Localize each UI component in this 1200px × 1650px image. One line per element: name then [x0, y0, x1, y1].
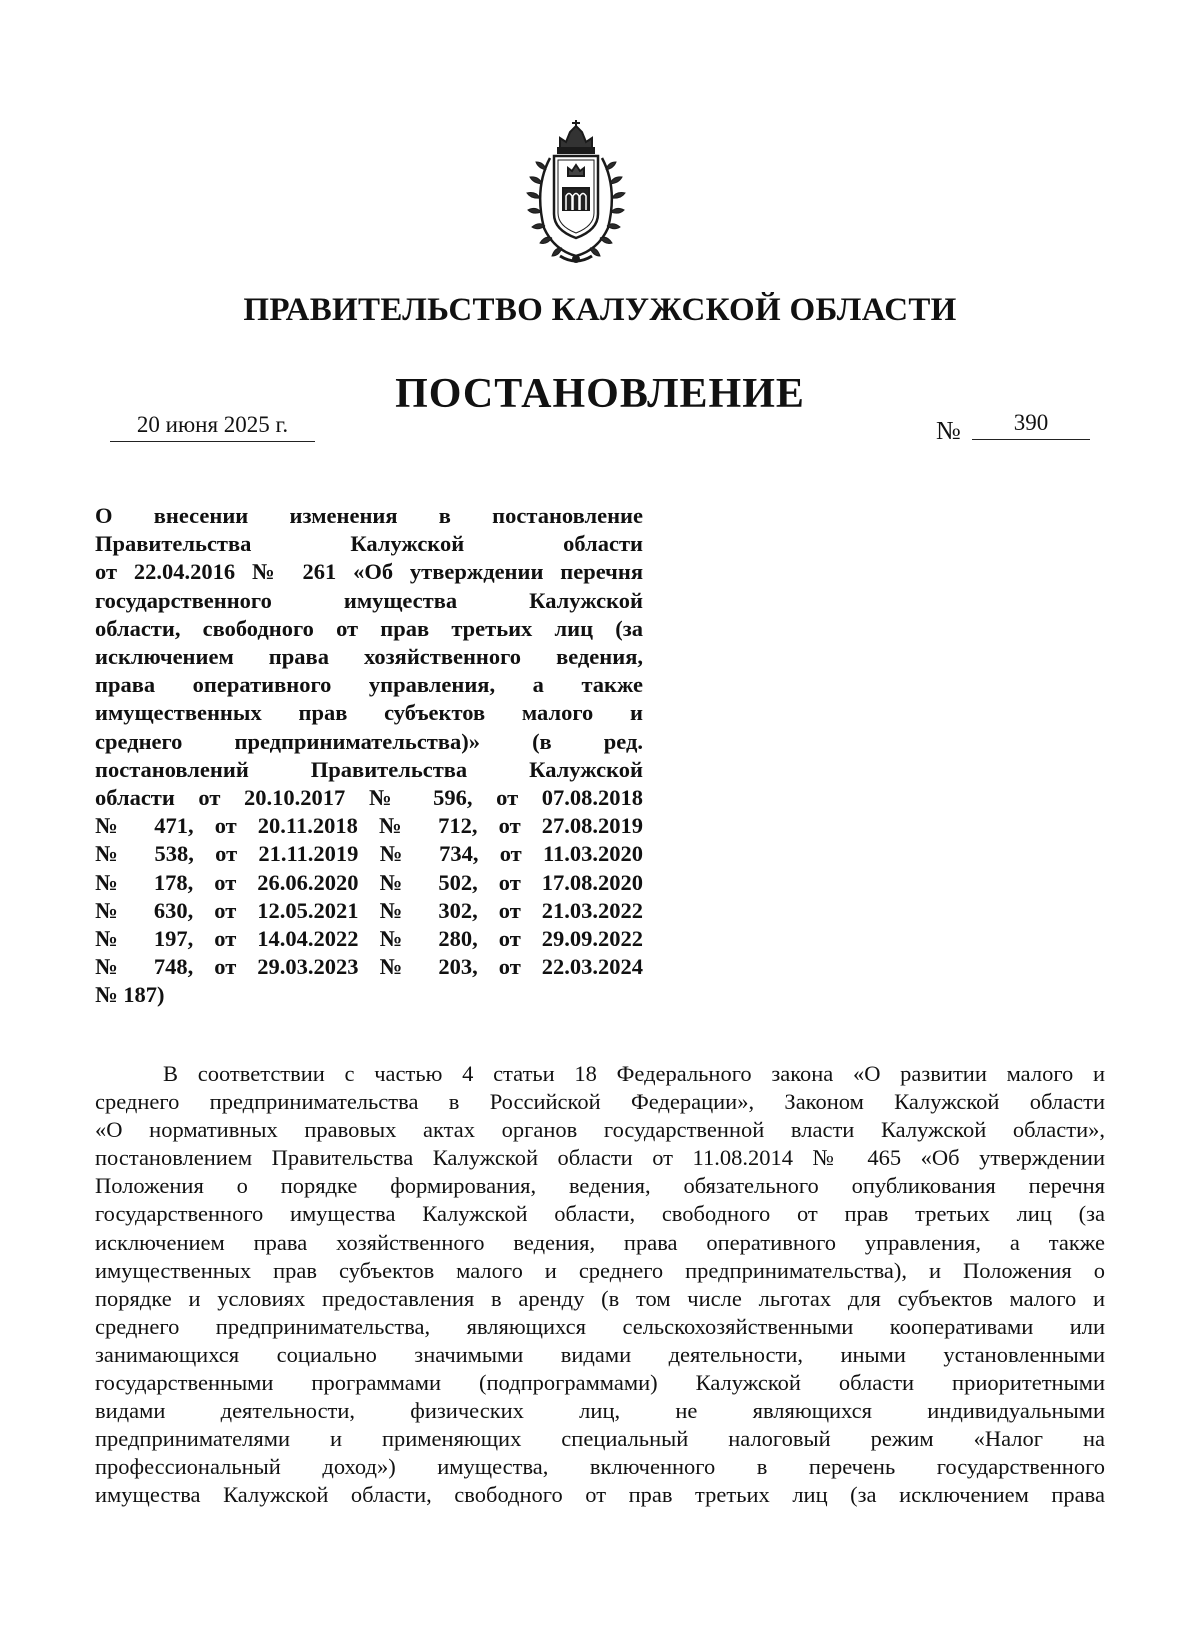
subject-line: № 630, от 12.05.2021 № 302, от 21.03.2022 [95, 897, 643, 923]
body-line: среднего предпринимательства, являющихся сельскохозяйственными кооперативами или [95, 1313, 1105, 1339]
body-line: государственного имущества Калужской области, свободного от прав третьих лиц (за [95, 1201, 1105, 1227]
body-line: видами деятельности, физических лиц, не являющихся индивидуальными [95, 1398, 1105, 1424]
subject-line: № 197, от 14.04.2022 № 280, от 29.09.2022 [95, 926, 643, 952]
body-line: занимающихся социально значимыми видами деятельности, иными установленными [95, 1341, 1105, 1367]
subject-line: имущественных прав субъектов малого и [95, 700, 643, 726]
subject-line: области от 20.10.2017 № 596, от 07.08.2018 [95, 785, 643, 811]
organization-title: ПРАВИТЕЛЬСТВО КАЛУЖСКОЙ ОБЛАСТИ [243, 292, 957, 328]
subject-line: среднего предпринимательства)» (в ред. [95, 728, 643, 754]
body-line: порядке и условиях предоставления в аренду (в том числе льготах для субъектов малого и [95, 1285, 1105, 1311]
body-line: В соответствии с частью 4 статьи 18 Федерального закона «О развитии малого и [163, 1061, 1105, 1086]
subject-line: № 187) [95, 982, 165, 1008]
subject-line: государственного имущества Калужской [95, 587, 643, 613]
body-line: постановлением Правительства Калужской области от 11.08.2014 № 465 «Об утверждении [95, 1145, 1105, 1171]
coat-of-arms-icon [520, 118, 632, 268]
subject-line: № 178, от 26.06.2020 № 502, от 17.08.2020 [95, 869, 643, 895]
document-body [95, 1060, 1105, 1510]
subject-line: исключением права хозяйственного ведения, [95, 644, 643, 670]
document-number: 390 [972, 410, 1090, 440]
body-line: имущественных прав субъектов малого и среднего предпринимательства), и Положения о [95, 1257, 1105, 1283]
body-line: среднего предпринимательства в Российской Федерации», Законом Калужской области [95, 1089, 1105, 1115]
subject-line: Правительства Калужской области [95, 531, 643, 557]
document-date: 20 июня 2025 г. [110, 412, 315, 442]
document-type-title: ПОСТАНОВЛЕНИЕ [395, 371, 805, 417]
body-line: Положения о порядке формирования, ведения, обязательного опубликования перечня [95, 1173, 1105, 1199]
document-number-label: № [936, 416, 961, 445]
subject-line: № 748, от 29.03.2023 № 203, от 22.03.2024 [95, 954, 643, 980]
body-line: государственными программами (подпрограммами) Калужской области приоритетными [95, 1370, 1105, 1396]
body-line: «О нормативных правовых актах органов государственной власти Калужской области», [95, 1117, 1105, 1143]
subject-line: от 22.04.2016 № 261 «Об утверждении перечня [95, 559, 643, 585]
body-line: исключением права хозяйственного ведения, права оперативного управления, а также [95, 1229, 1105, 1255]
subject-line: права оперативного управления, а также [95, 672, 643, 698]
document-subject [95, 502, 643, 1010]
subject-line: № 471, от 20.11.2018 № 712, от 27.08.2019 [95, 813, 643, 839]
subject-line: О внесении изменения в постановление [95, 503, 643, 528]
body-line: предпринимателями и применяющих специальный налоговый режим «Налог на [95, 1426, 1105, 1452]
subject-line: № 538, от 21.11.2019 № 734, от 11.03.2020 [95, 841, 643, 867]
body-line: имущества Калужской области, свободного от прав третьих лиц (за исключением права [95, 1482, 1105, 1508]
subject-line: постановлений Правительства Калужской [95, 756, 643, 782]
body-line: профессиональный доход») имущества, включенного в перечень государственного [95, 1454, 1105, 1480]
subject-line: области, свободного от прав третьих лиц (за [95, 615, 643, 641]
